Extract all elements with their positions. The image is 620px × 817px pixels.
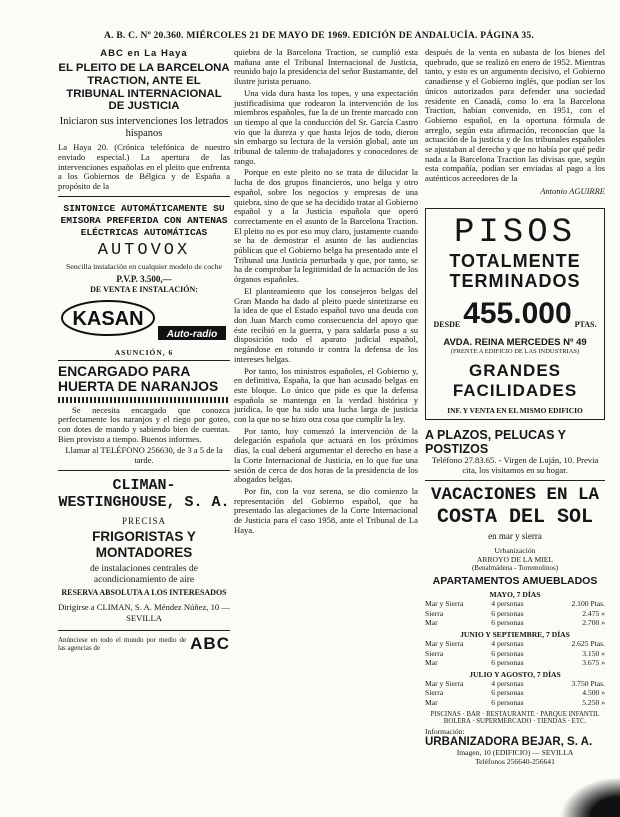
pisos-line1: TOTALMENTE: [449, 250, 581, 271]
ad-climan: [58, 477, 230, 624]
pisos-desde: DESDE: [433, 319, 461, 329]
period-title: JUNIO Y SEPTIEMBRE, 7 DÍAS: [460, 630, 570, 640]
article-body-p1: quiebra de la Barcelona Traction, se cumplió esta mañana ante el Tribunal Internacional de Justicia, reunido bajo la presidencia del señor Bustamante, del ilustre jurista peruano.: [234, 47, 418, 87]
vacaciones-address: Imagen, 10 (EDIFICIO) — SEVILLA: [456, 747, 574, 757]
pisos-address-note: (FRENTE A EDIFICIO DE LAS INDUSTRIAS): [450, 347, 580, 355]
vacaciones-amenities: PISCINAS · BAR · RESTAURANTE · PARQUE INFANTIL: [430, 710, 600, 718]
article-body-p6: Por tanto, hoy comenzó la intervención de la delegación española que actuará en los próximos días, la cual deberá argumentar el derecho en base a la Corte Internacional de Justicia, en lo que fue una sesión de cerca de dos horas de la presidencia de los abogados belgas.: [234, 425, 418, 485]
autovox-address: ASUNCIÓN, 6: [114, 347, 174, 357]
vacaciones-period: [425, 670, 605, 708]
pisos-line4: FACILIDADES: [452, 380, 578, 400]
column-2: [234, 48, 418, 535]
encargado-headline: ENCARGADO PARA HUERTA DE NARANJOS: [58, 363, 219, 394]
article-subhead: Iniciaron sus intervenciones los letrados hispanos: [59, 116, 229, 140]
article-kicker: ABC en La Haya: [100, 48, 188, 59]
price-row: Mar y Sierra 4 personas 2.100 Ptas.: [425, 599, 605, 609]
ad-pelucas: [425, 428, 605, 475]
price-row: Mar 6 personas 5.250 »: [425, 698, 605, 707]
column-3: [425, 48, 605, 766]
price-row: Sierra 6 personas 2.475 »: [425, 608, 605, 618]
price-row: Mar 6 personas 3.675 »: [425, 658, 605, 668]
pelucas-body: Teléfono 27.83.65. - Virgen de Luján, 10. Previa cita, los visitamos en su hogar.: [431, 454, 599, 475]
abc-logo: ABC: [190, 633, 230, 653]
price-row: Mar y Sierra 4 personas 3.750 Ptas.: [425, 678, 605, 688]
vacaciones-title-1: VACACIONES EN LA: [430, 485, 600, 506]
price-table: [425, 639, 605, 668]
kasan-logo-text: KASAN: [72, 307, 144, 330]
article-body-p2: Una vida dura hasta los topes, y una expectación justificadísima que rodearon la intervención de los miembros españoles, fue la de un frente marcado con un tiempo al que la conducción del Sr. García Castro vio que la dureza y que hasta lejos de todo, dieron sin embargo su lectura de la versión global, ante un tribunal de talento de trabajadores y conocedores de rango.: [234, 87, 418, 166]
article-body-p4: El planteamiento que los consejeros belgas del Gran Mando ha dado al pleito puede sintetizarse en la idea de que el Estado español tuvo una deuda con don Juan March como consecuencia del apoyo que éste recibió en la guerra, y para saldarla puso a su disposición todo el aparato judicial español, negándose en rotundo ir contra la defensa de los intereses belgas.: [234, 285, 418, 364]
abc-agencies-note: Anúnciese en todo el mundo por medio de las agencias de: [58, 635, 187, 652]
pisos-footer: INF. Y VENTA EN EL MISMO EDIFICIO: [447, 405, 583, 415]
pisos-address: AVDA. REINA MERCEDES Nº 49: [443, 336, 587, 348]
pisos-price: 455.000: [463, 296, 572, 330]
vacaciones-company: URBANIZADORA BEJAR, S. A.: [425, 735, 593, 748]
vacaciones-place3: (Benalmádena - Torremolinos): [471, 564, 559, 573]
vacaciones-info: Información:: [425, 726, 465, 736]
kasan-logo-sub: Auto-radio: [166, 328, 218, 340]
climan-desc: de instalaciones centrales de acondicionamiento de aire: [90, 563, 198, 585]
price-row: Sierra 6 personas 3.150 »: [425, 648, 605, 658]
price-table: [425, 679, 605, 708]
page-header: A. B. C. Nº 20.360. MIÉRCOLES 21 DE MAYO DE 1969. EDICIÓN DE ANDALUCÍA. PÁGINA 35.: [104, 30, 534, 41]
article-body-p3: Porque en este pleito no se trata de dilucidar la lucha de dos grupos financieros, uno belga y otro español, sobre los negocios y empresas de una quiebra, sino de que se ha decidido tratar al Gobierno español y a la Justicia española que operó correctamente en el asunto de la Barcelona Traction. El pleito no es por eso muy claro, justamente cuando se ha de demostrar el asunto de las audiencias públicas que el Gobierno belga ha presentado ante el Tribunal una Justicia perturbada y que, por tanto, se ha de comprobar la legitimidad de la actuación de los órganos españoles.: [234, 167, 418, 285]
pelucas-title: A PLAZOS, PELUCAS Y POSTIZOS: [425, 427, 566, 456]
vacaciones-phone: Teléfonos 256640-256641: [475, 756, 555, 766]
period-title: JULIO Y AGOSTO, 7 DÍAS: [469, 669, 561, 679]
ad-encargado: [58, 364, 230, 466]
period-title: MAYO, 7 DÍAS: [489, 590, 541, 600]
pisos-currency: PTAS.: [574, 319, 597, 329]
vacaciones-place2: ARROYO DE LA MIEL: [476, 555, 554, 565]
price-row: Mar y Sierra 4 personas 2.625 Ptas.: [425, 639, 605, 649]
price-row: Mar 6 personas 2.700 »: [425, 618, 605, 628]
ad-vacaciones: [425, 484, 605, 765]
price-table: [425, 599, 605, 628]
ornament-rule: [58, 397, 230, 403]
page-damage: [560, 777, 620, 817]
vacaciones-place: Urbanización: [494, 546, 536, 556]
autovox-brand: AUTOVOX: [97, 241, 191, 261]
column-1: [58, 48, 230, 654]
pisos-title: PISOS: [453, 213, 577, 252]
kasan-logo: [58, 296, 230, 348]
ad-pisos: [425, 208, 605, 420]
price-row: Sierra 6 personas 4.500 »: [425, 688, 605, 698]
article-body-start: La Haya 20. (Crónica telefónica de nuestro enviado especial.) La apertura de las intervenciones españolas en el pleito que enfrenta a los Gobiernos de Bélgica y de España a propósito de la: [58, 142, 230, 191]
autovox-headline: SINTONICE AUTOMÁTICAMENTE SU EMISORA PREFERIDA CON ANTENAS ELÉCTRICAS AUTOMÁTICAS: [60, 202, 228, 239]
pisos-line2: TERMINADOS: [449, 270, 581, 291]
abc-agencies-ad: [58, 634, 230, 654]
vacaciones-period: [425, 590, 605, 628]
article-body-p5: Por tanto, los ministros españoles, el Gobierno y, en definitiva, España, la que han acusado belgas en este bloque. Lo único que pide es que la defensa española se mantenga en la verdad histórica y jurídica, lo que ha sido una lucha larga de justicia con la que no se hizo otra cosa que cumplir la ley.: [234, 365, 418, 425]
climan-roles: FRIGORISTAS Y MONTADORES: [92, 528, 196, 560]
article-headline: EL PLEITO DE LA BARCELONA TRACTION, ANTE EL TRIBUNAL INTERNACIONAL DE JUSTICIA: [58, 62, 230, 113]
vacaciones-headline: APARTAMENTOS AMUEBLADOS: [432, 575, 598, 588]
pisos-line3: GRANDES: [468, 360, 561, 380]
climan-needs: PRECISA: [121, 515, 166, 526]
climan-address: Dirigirse a CLIMAN, S. A. Méndez Núñez, 10 — SEVILLA: [58, 601, 230, 623]
autovox-footer: DE VENTA E INSTALACIÓN:: [90, 284, 198, 294]
article-body-continued: después de la venta en subasta de los bienes del quebrado, que se realizó en enero de 1952. Mientras tanto, y esto es un argumento decisivo, el Gobierno canadiense y el Gobierno inglés, que podían ser los únicos autorizados para defender una sociedad residente en Canadá, como lo era la Barcelona Traction, habían convenido, en 1951, con el Gobierno español, en la oportuna fórmula de arreglo, según esta afirmación, reconocían que la actuación de la justicia y de los tribunales españoles se ajustaban al derecho y que no había por qué pedir nada a la Barcelona Traction las divisas que, según esta compañía, podían ser enviadas al pago a los auténticos acreedores de la: [425, 47, 605, 184]
encargado-call: Llamar al TELÉFONO 256630, de 3 a 5 de la tarde.: [65, 445, 223, 466]
autovox-note: Sencilla instalación en cualquier modelo de coche: [66, 262, 222, 272]
article-body-p7: Por fin, con la voz serena, se dio comienzo la representación del Gobierno español, que ha presentado las alegaciones de la Corte Internacional de Justicia para el caso 1958, ante el Tribunal de La Haya.: [234, 485, 418, 535]
article-signature: Antonio AGUIRRE: [540, 185, 605, 196]
climan-brand: CLIMAN-WESTINGHOUSE, S. A.: [58, 476, 230, 512]
encargado-body: Se necesita encargado que conozca perfectamente los naranjos y el riego por goteo, con dotes de mando y sabiendo bien de cuentas. Bien provisto a tiempo. Buenos informes.: [58, 404, 230, 444]
vacaciones-amenities2: BOLERA · SUPERMERCADO · TIENDAS · ETC.: [443, 717, 587, 725]
vacaciones-sub: en mar y sierra: [488, 531, 542, 542]
ad-autovox: [58, 203, 230, 357]
vacaciones-period: [425, 630, 605, 668]
vacaciones-title-2: COSTA DEL SOL: [436, 506, 594, 530]
climan-reserve: RESERVA ABSOLUTA A LOS INTERESADOS: [61, 587, 227, 597]
autovox-price: P.V.P. 3.500,—: [116, 273, 172, 284]
